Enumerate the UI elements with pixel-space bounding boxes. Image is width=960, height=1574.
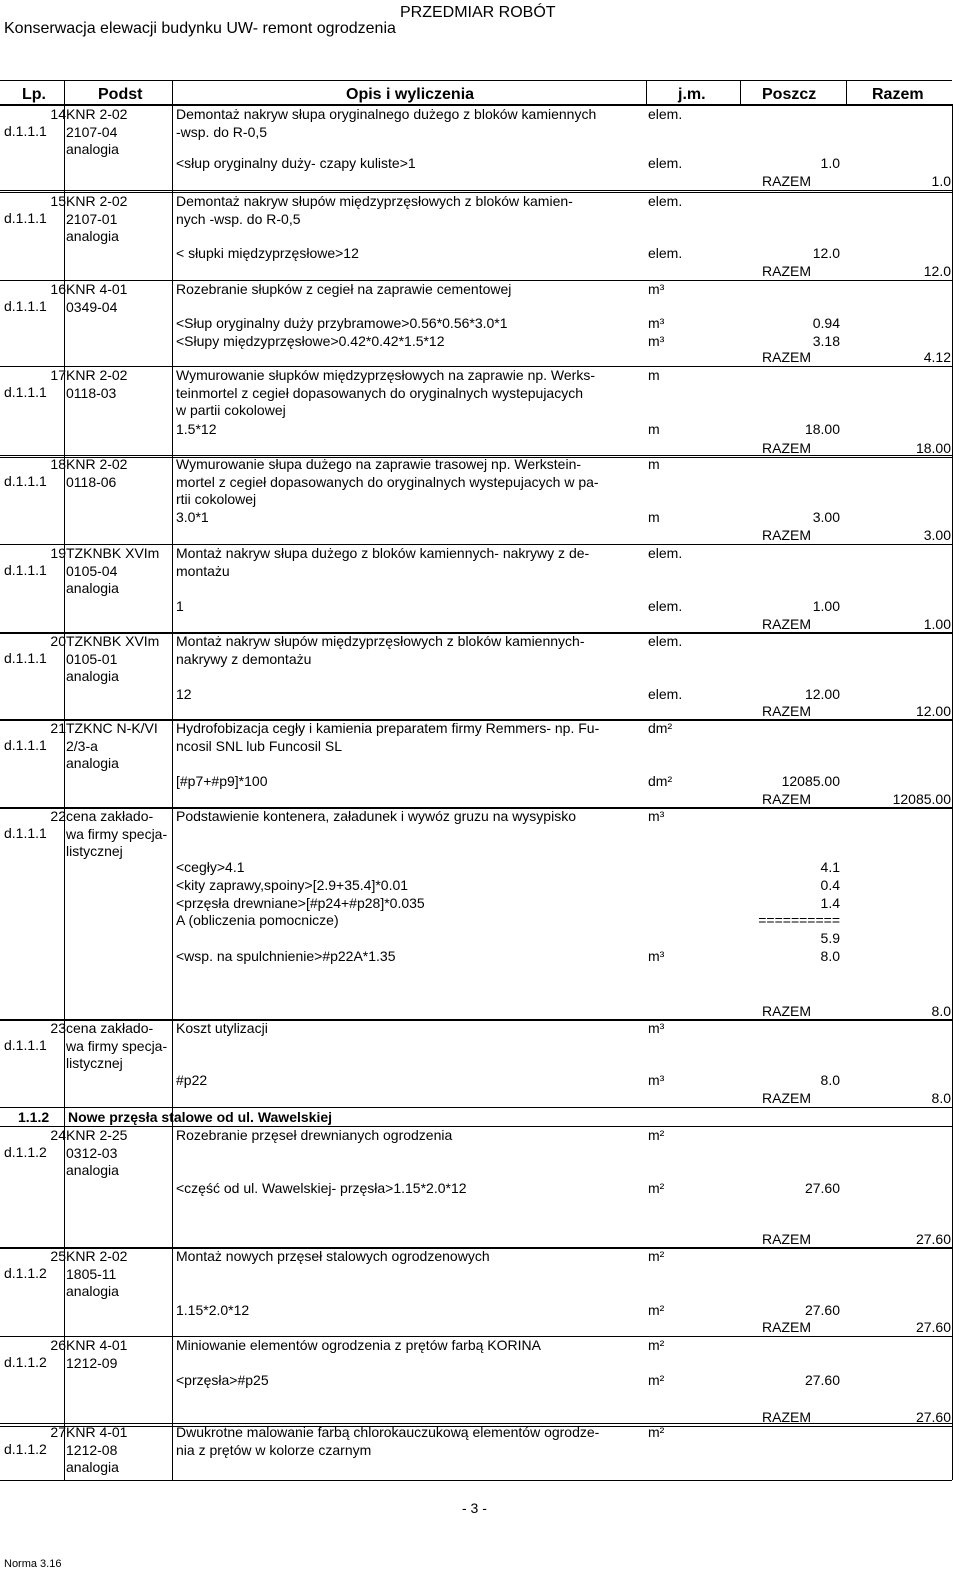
description-line: rtii cokolowej — [176, 491, 257, 508]
column-divider — [64, 104, 65, 1480]
position-ref: d.1.1.1 — [4, 298, 47, 314]
calculation-text: 1.15*2.0*12 — [176, 1302, 250, 1318]
basis-line: KNR 2-25 — [66, 1127, 128, 1143]
column-divider — [740, 80, 741, 104]
basis-line: cena zakłado- — [66, 808, 154, 824]
calculation-value: 5.9 — [820, 930, 840, 946]
description-line: Rozebranie przęseł drewnianych ogrodzenia — [176, 1127, 453, 1143]
position-number: 19 — [50, 545, 66, 561]
position-ref: d.1.1.2 — [4, 1144, 47, 1160]
basis-line: 0312-03 — [66, 1144, 118, 1161]
position-ref: d.1.1.1 — [4, 210, 47, 226]
column-divider — [172, 80, 173, 104]
total-label: RAZEM — [762, 616, 811, 632]
basis-line: 0349-04 — [66, 298, 118, 315]
total-label: RAZEM — [762, 1090, 811, 1106]
row-divider — [0, 1426, 952, 1427]
calculation-unit: m² — [648, 1180, 665, 1196]
total-label: RAZEM — [762, 1319, 811, 1335]
calculation-unit: m — [648, 421, 660, 437]
total-value: 27.60 — [915, 1231, 951, 1247]
calculation-value: 3.18 — [812, 333, 840, 349]
description-line: Koszt utylizacji — [176, 1020, 268, 1036]
basis-line: KNR 2-02 — [66, 1248, 128, 1264]
total-label: RAZEM — [762, 527, 811, 543]
description-line: Montaż nakryw słupów międzyprzęsłowych z bloków kamiennych- — [176, 633, 585, 649]
total-value: 12.00 — [915, 703, 951, 719]
calculation-text: <cegły>4.1 — [176, 859, 245, 875]
basis-line: 1805-11 — [66, 1265, 117, 1282]
unit-label: m³ — [648, 808, 665, 824]
calculation-text: 12 — [176, 686, 192, 702]
position-ref: d.1.1.1 — [4, 825, 47, 841]
total-value: 8.0 — [931, 1003, 951, 1019]
description-line: montażu — [176, 562, 230, 579]
basis-line: KNR 2-02 — [66, 367, 128, 383]
total-value: 8.0 — [931, 1090, 951, 1106]
position-ref: d.1.1.1 — [4, 562, 47, 578]
calculation-value: 12085.00 — [781, 773, 840, 789]
unit-label: m³ — [648, 281, 665, 297]
position-ref: d.1.1.1 — [4, 737, 47, 753]
total-label: RAZEM — [762, 1409, 811, 1425]
calculation-text: A (obliczenia pomocnicze) — [176, 912, 339, 928]
description-line: nych -wsp. do R-0,5 — [176, 210, 301, 227]
description-line: mortel z cegieł dopasowanych do oryginalnych wystepujacych w pa- — [176, 473, 599, 490]
unit-label: m³ — [648, 1020, 665, 1036]
description-line: Demontaż nakryw słupa oryginalnego dużego z bloków kamiennych — [176, 106, 597, 122]
calculation-value: 27.60 — [804, 1372, 840, 1388]
description-line: Wymurowanie słupków międzyprzęsłowych na zaprawie np. Werks- — [176, 367, 595, 383]
total-value: 1.00 — [923, 616, 951, 632]
basis-line: 0105-01 — [66, 650, 118, 667]
position-number: 26 — [50, 1337, 66, 1353]
column-divider — [846, 80, 847, 104]
description-line: Miniowanie elementów ogrodzenia z prętów farbą KORINA — [176, 1337, 541, 1353]
unit-label: m² — [648, 1424, 665, 1440]
calculation-text: <część od ul. Wawelskiej- przęsła>1.15*2.0*12 — [176, 1180, 467, 1196]
position-number: 16 — [50, 281, 66, 297]
calculation-value: 1.00 — [812, 598, 840, 614]
calculation-text: #p22 — [176, 1072, 208, 1088]
calculation-value: 1.4 — [820, 895, 840, 911]
description-line: ncosil SNL lub Funcosil SL — [176, 737, 343, 754]
section-title: Nowe przęsła stalowe od ul. Wawelskiej — [68, 1109, 333, 1125]
software-version: Norma 3.16 — [4, 1558, 62, 1570]
position-number: 14 — [50, 106, 66, 122]
description-line: Rozebranie słupków z cegieł na zaprawie cementowej — [176, 281, 512, 297]
description-line: w partii cokolowej — [176, 402, 286, 419]
document-type-label: PRZEDMIAR ROBÓT — [400, 4, 556, 21]
row-divider — [0, 1020, 952, 1021]
calculation-unit: dm² — [648, 773, 673, 789]
description-line: Hydrofobizacja cegły i kamienia preparatem firmy Remmers- np. Fu- — [176, 720, 600, 736]
calculation-value: 12.00 — [804, 686, 840, 702]
description-line: teinmortel z cegieł dopasowanych do oryginalnych wystepujacych — [176, 384, 583, 401]
column-divider — [64, 80, 65, 104]
basis-line: TZKNBK XVIm — [66, 545, 160, 561]
description-line: Montaż nakryw słupa dużego z bloków kamiennych- nakrywy z de- — [176, 545, 590, 561]
basis-line: KNR 2-02 — [66, 193, 128, 209]
position-ref: d.1.1.1 — [4, 123, 47, 139]
calculation-text: <przęsła>#p25 — [176, 1372, 269, 1388]
total-label: RAZEM — [762, 440, 811, 456]
unit-label: m — [648, 456, 660, 472]
position-number: 15 — [50, 193, 66, 209]
basis-line: 0118-06 — [66, 473, 117, 490]
section-number: 1.1.2 — [18, 1109, 50, 1125]
total-value: 27.60 — [915, 1409, 951, 1425]
row-divider — [0, 544, 952, 545]
position-number: 24 — [50, 1127, 66, 1143]
row-divider — [0, 720, 952, 721]
basis-line: 2107-01 — [66, 210, 118, 227]
description-line: nakrywy z demontażu — [176, 650, 312, 667]
unit-label: elem. — [648, 106, 683, 122]
total-value: 27.60 — [915, 1319, 951, 1335]
calculation-value: 0.4 — [820, 877, 840, 893]
col-header-opis: Opis i wyliczenia — [346, 86, 475, 103]
col-header-jm: j.m. — [678, 86, 706, 103]
total-value: 4.12 — [923, 349, 951, 365]
position-number: 17 — [50, 367, 66, 383]
basis-line: analogia — [66, 668, 119, 685]
row-divider — [0, 1480, 952, 1481]
total-label: RAZEM — [762, 349, 811, 365]
row-divider — [0, 457, 952, 458]
position-ref: d.1.1.1 — [4, 650, 47, 666]
row-divider — [0, 366, 952, 367]
basis-line: KNR 2-02 — [66, 106, 128, 122]
unit-label: m² — [648, 1127, 665, 1143]
column-divider — [172, 104, 173, 1480]
calculation-unit: elem. — [648, 245, 683, 261]
basis-line: 2107-04 — [66, 123, 118, 140]
position-number: 18 — [50, 456, 66, 472]
row-divider — [0, 808, 952, 809]
total-value: 12.0 — [923, 263, 951, 279]
total-label: RAZEM — [762, 703, 811, 719]
total-value: 12085.00 — [892, 791, 951, 807]
total-label: RAZEM — [762, 173, 811, 189]
calculation-text: <wsp. na spulchnienie>#p22A*1.35 — [176, 948, 396, 964]
basis-line: listycznej — [66, 843, 123, 860]
document-title: Konserwacja elewacji budynku UW- remont ogrodzenia — [4, 20, 396, 37]
column-divider — [952, 104, 953, 1480]
total-value: 3.00 — [923, 527, 951, 543]
col-header-poszcz: Poszcz — [762, 86, 817, 103]
calculation-text: < słupki międzyprzęsłowe>12 — [176, 245, 359, 261]
total-value: 1.0 — [931, 173, 951, 189]
basis-line: analogia — [66, 1283, 119, 1300]
basis-line: analogia — [66, 228, 119, 245]
calculation-value: 1.0 — [820, 155, 840, 171]
calculation-value: 3.00 — [812, 509, 840, 525]
calculation-text: 1.5*12 — [176, 421, 217, 437]
position-number: 27 — [50, 1424, 66, 1440]
description-line: Podstawienie kontenera, załadunek i wywóz gruzu na wysypisko — [176, 808, 576, 824]
col-header-lp: Lp. — [22, 86, 46, 103]
description-line: nia z prętów w kolorze czarnym — [176, 1441, 372, 1458]
basis-line: 2/3-a — [66, 737, 98, 754]
calculation-value: 27.60 — [804, 1302, 840, 1318]
unit-label: m² — [648, 1337, 665, 1353]
total-label: RAZEM — [762, 1003, 811, 1019]
calculation-unit: m³ — [648, 315, 665, 331]
basis-line: analogia — [66, 141, 119, 158]
position-number: 21 — [50, 720, 66, 736]
position-ref: d.1.1.1 — [4, 473, 47, 489]
basis-line: TZKNBK XVIm — [66, 633, 160, 649]
basis-line: 0118-03 — [66, 384, 117, 401]
total-value: 18.00 — [915, 440, 951, 456]
col-header-podst: Podst — [98, 86, 143, 103]
position-ref: d.1.1.1 — [4, 1037, 47, 1053]
calculation-value: 27.60 — [804, 1180, 840, 1196]
unit-label: elem. — [648, 193, 683, 209]
row-divider — [0, 1107, 952, 1108]
calculation-unit: m² — [648, 1372, 665, 1388]
unit-label: elem. — [648, 633, 683, 649]
row-divider — [0, 1126, 952, 1127]
basis-line: analogia — [66, 755, 119, 772]
row-divider — [0, 190, 952, 191]
calculation-text: <Słupy międzyprzęsłowe>0.42*0.42*1.5*12 — [176, 333, 445, 349]
position-ref: d.1.1.2 — [4, 1441, 47, 1457]
position-ref: d.1.1.2 — [4, 1354, 47, 1370]
basis-line: TZKNC N-K/VI — [66, 720, 158, 736]
row-divider — [0, 80, 952, 81]
unit-label: dm² — [648, 720, 673, 736]
row-divider — [0, 633, 952, 634]
calculation-unit: m — [648, 509, 660, 525]
description-line: -wsp. do R-0,5 — [176, 123, 268, 140]
total-label: RAZEM — [762, 791, 811, 807]
basis-line: analogia — [66, 580, 119, 597]
basis-line: KNR 4-01 — [66, 1424, 128, 1440]
row-divider — [0, 1248, 952, 1249]
calculation-value: ========== — [758, 912, 840, 928]
calculation-unit: m³ — [648, 948, 665, 964]
calculation-value: 0.94 — [812, 315, 840, 331]
unit-label: elem. — [648, 545, 683, 561]
calculation-value: 18.00 — [804, 421, 840, 437]
calculation-text: <przęsła drewniane>[#p24+#p28]*0.035 — [176, 895, 425, 911]
basis-line: listycznej — [66, 1055, 123, 1072]
position-ref: d.1.1.2 — [4, 1265, 47, 1281]
col-header-razem: Razem — [872, 86, 924, 103]
calculation-value: 8.0 — [820, 1072, 840, 1088]
basis-line: cena zakłado- — [66, 1020, 154, 1036]
calculation-text: 1 — [176, 598, 184, 614]
calculation-value: 4.1 — [820, 859, 840, 875]
basis-line: analogia — [66, 1162, 119, 1179]
total-label: RAZEM — [762, 1231, 811, 1247]
calculation-unit: m³ — [648, 333, 665, 349]
description-line: Dwukrotne malowanie farbą chlorokauczukową elementów ogrodze- — [176, 1424, 600, 1440]
position-number: 25 — [50, 1248, 66, 1264]
basis-line: KNR 4-01 — [66, 281, 128, 297]
description-line: Demontaż nakryw słupów międzyprzęsłowych z bloków kamien- — [176, 193, 573, 209]
description-line: Wymurowanie słupa dużego na zaprawie trasowej np. Werkstein- — [176, 456, 582, 472]
basis-line: analogia — [66, 1459, 119, 1476]
position-number: 22 — [50, 808, 66, 824]
unit-label: m — [648, 367, 660, 383]
position-number: 20 — [50, 633, 66, 649]
position-number: 23 — [50, 1020, 66, 1036]
calculation-unit: elem. — [648, 155, 683, 171]
description-line: Montaż nowych przęseł stalowych ogrodzenowych — [176, 1248, 490, 1264]
calculation-text: <kity zaprawy,spoiny>[2.9+35.4]*0.01 — [176, 877, 409, 893]
calculation-unit: elem. — [648, 598, 683, 614]
basis-line: 1212-09 — [66, 1354, 118, 1371]
calculation-value: 12.0 — [812, 245, 840, 261]
calculation-text: <Słup oryginalny duży przybramowe>0.56*0.56*3.0*1 — [176, 315, 508, 331]
basis-line: wa firmy specja- — [66, 1037, 168, 1054]
row-divider — [0, 1336, 952, 1337]
calculation-value: 8.0 — [820, 948, 840, 964]
row-divider — [0, 280, 952, 281]
basis-line: wa firmy specja- — [66, 825, 168, 842]
basis-line: KNR 2-02 — [66, 456, 128, 472]
total-label: RAZEM — [762, 263, 811, 279]
basis-line: 1212-08 — [66, 1441, 118, 1458]
calculation-unit: elem. — [648, 686, 683, 702]
basis-line: KNR 4-01 — [66, 1337, 128, 1353]
page-number: - 3 - — [462, 1500, 487, 1516]
calculation-text: <słup oryginalny duży- czapy kuliste>1 — [176, 155, 416, 171]
basis-line: 0105-04 — [66, 562, 118, 579]
position-ref: d.1.1.1 — [4, 384, 47, 400]
calculation-text: [#p7+#p9]*100 — [176, 773, 268, 789]
calculation-text: 3.0*1 — [176, 509, 209, 525]
column-divider — [646, 80, 647, 104]
calculation-unit: m³ — [648, 1072, 665, 1088]
calculation-unit: m² — [648, 1302, 665, 1318]
unit-label: m² — [648, 1248, 665, 1264]
